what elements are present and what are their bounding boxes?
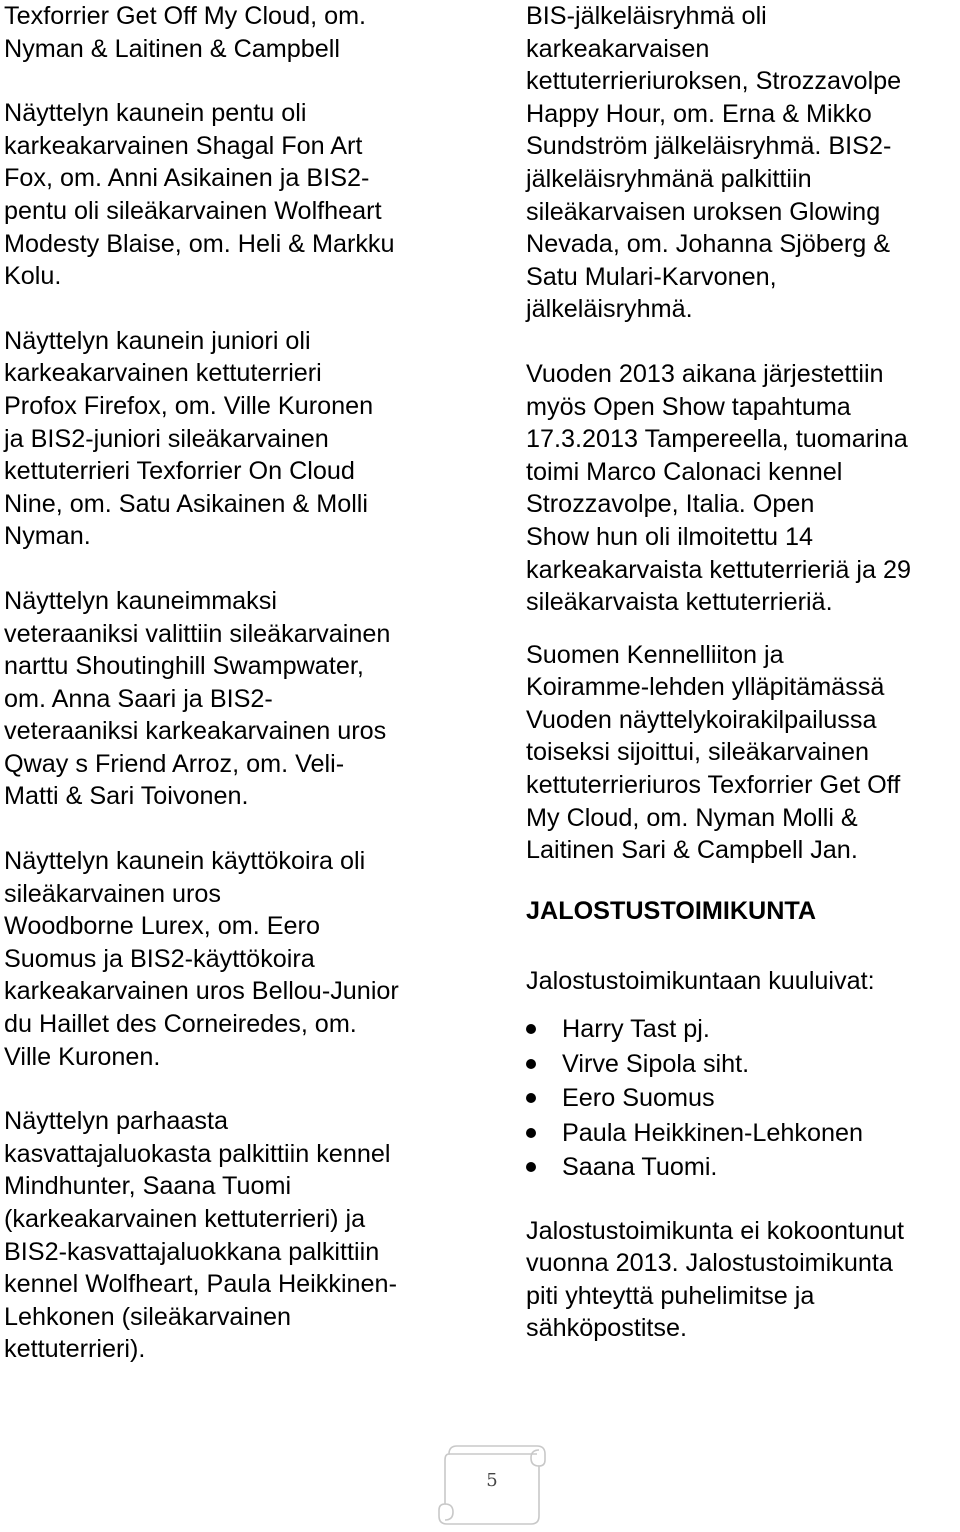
- member-list: [526, 1012, 960, 1185]
- text-line: Happy Hour, om. Erna & Mikko: [526, 99, 872, 128]
- left-column: [4, 0, 474, 1366]
- text-line: Satu Mulari-Karvonen,: [526, 262, 777, 291]
- text-line: veteraaniksi karkeakarvainen uros: [4, 717, 387, 746]
- paragraph-show-dog-competition: [526, 639, 960, 867]
- text-line: toimi Marco Calonaci kennel: [526, 457, 843, 486]
- text-line: ja BIS2-juniori sileäkarvainen: [4, 424, 329, 453]
- text-line: karkeakarvaisen: [526, 34, 710, 63]
- text-line: Nine, om. Satu Asikainen & Molli: [4, 489, 368, 518]
- text-line: kettuterrieriuros Texforrier Get Off: [526, 771, 901, 800]
- text-line: veteraaniksi valittiin sileäkarvainen: [4, 619, 391, 648]
- text-line: toiseksi sijoittui, sileäkarvainen: [526, 738, 869, 767]
- paragraph-best-puppy: [4, 97, 474, 293]
- text-line: Texforrier Get Off My Cloud, om.: [4, 2, 367, 30]
- text-line: Näyttelyn kaunein juniori oli: [4, 326, 311, 355]
- text-line: sähköpostitse.: [526, 1314, 688, 1343]
- bullet-icon: [526, 1093, 536, 1103]
- text-line: Sundström jälkeläisryhmä. BIS2-: [526, 132, 892, 161]
- text-line: Ville Kuronen.: [4, 1042, 161, 1071]
- text-line: kennel Wolfheart, Paula Heikkinen-: [4, 1270, 397, 1299]
- text-line: Modesty Blaise, om. Heli & Markku: [4, 229, 395, 258]
- text-line: Lehkonen (sileäkarvainen: [4, 1302, 292, 1331]
- text-line: karkeakarvainen uros Bellou-Junior: [4, 977, 399, 1006]
- text-line: Näyttelyn kaunein pentu oli: [4, 99, 307, 128]
- bullet-icon: [526, 1024, 536, 1034]
- member-name: Virve Sipola siht.: [562, 1049, 750, 1078]
- members-intro: Jalostustoimikuntaan kuuluivat:: [526, 967, 875, 996]
- page-number: 5: [486, 1470, 498, 1491]
- text-line: Koiramme-lehden ylläpitämässä: [526, 673, 885, 702]
- paragraph-best-veteran: [4, 585, 474, 813]
- text-line: Vuoden 2013 aikana järjestettiin: [526, 359, 884, 388]
- bullet-icon: [526, 1162, 536, 1172]
- text-line: vuonna 2013. Jalostustoimikunta: [526, 1249, 893, 1278]
- text-line: Show hun oli ilmoitettu 14: [526, 522, 814, 551]
- member-name: Harry Tast pj.: [562, 1015, 710, 1044]
- paragraph-best-working-dog: [4, 845, 474, 1073]
- member-name: Paula Heikkinen-Lehkonen: [562, 1118, 864, 1147]
- paragraph-best-junior: [4, 325, 474, 553]
- text-line: Strozzavolpe, Italia. Open: [526, 490, 815, 519]
- text-line: pentu oli sileäkarvainen Wolfheart: [4, 196, 382, 225]
- text-line: Nyman.: [4, 522, 91, 551]
- text-line: sileäkarvaista kettuterrieriä.: [526, 588, 833, 617]
- text-line: myös Open Show tapahtuma: [526, 392, 851, 421]
- paragraph-best-breeder-group: [4, 1105, 474, 1366]
- text-line: Nyman & Laitinen & Campbell: [4, 34, 340, 63]
- text-line: kettuterrieriuroksen, Strozzavolpe: [526, 67, 902, 96]
- bullet-icon: [526, 1059, 536, 1069]
- text-line: Jalostustoimikunta ei kokoontunut: [526, 1216, 905, 1245]
- text-line: BIS2-kasvattajaluokkana palkittiin: [4, 1237, 380, 1266]
- page-number-badge: [427, 1440, 557, 1527]
- section-heading: JALOSTUSTOIMIKUNTA: [526, 896, 817, 925]
- text-line: BIS-jälkeläisryhmä oli: [526, 2, 767, 30]
- text-line: piti yhteyttä puhelimitse ja: [526, 1281, 815, 1310]
- member-name: Eero Suomus: [562, 1084, 715, 1113]
- text-line: kettuterrieri).: [4, 1335, 146, 1364]
- text-line: Woodborne Lurex, om. Eero: [4, 912, 320, 941]
- text-line: Kolu.: [4, 262, 62, 291]
- text-line: kasvattajaluokasta palkittiin kennel: [4, 1139, 391, 1168]
- paragraph-open-show: [526, 358, 960, 619]
- paragraph-cup-result: [4, 0, 474, 65]
- text-line: du Haillet des Corneiredes, om.: [4, 1010, 357, 1039]
- list-item: [526, 1047, 960, 1082]
- text-line: Qway s Friend Arroz, om. Veli-: [4, 749, 345, 778]
- text-line: karkeakarvaista kettuterrieriä ja 29: [526, 555, 911, 584]
- text-line: Laitinen Sari & Campbell Jan.: [526, 836, 858, 865]
- text-line: karkeakarvainen kettuterrieri: [4, 359, 322, 388]
- right-column: [526, 0, 960, 1345]
- text-line: Suomen Kennelliiton ja: [526, 640, 784, 669]
- bullet-icon: [526, 1128, 536, 1138]
- text-line: narttu Shoutinghill Swampwater,: [4, 652, 364, 681]
- text-line: 17.3.2013 Tampereella, tuomarina: [526, 425, 908, 454]
- text-line: sileäkarvainen uros: [4, 879, 222, 908]
- text-line: om. Anna Saari ja BIS2-: [4, 684, 273, 713]
- text-line: Näyttelyn kauneimmaksi: [4, 586, 277, 615]
- text-line: Suomus ja BIS2-käyttökoira: [4, 944, 315, 973]
- text-line: Profox Firefox, om. Ville Kuronen: [4, 391, 374, 420]
- paragraph-committee-note: [526, 1215, 960, 1345]
- text-line: Näyttelyn kaunein käyttökoira oli: [4, 847, 366, 876]
- text-line: jälkeläisryhmänä palkittiin: [526, 164, 812, 193]
- text-line: Mindhunter, Saana Tuomi: [4, 1172, 292, 1201]
- list-item: [526, 1081, 960, 1116]
- text-line: Vuoden näyttelykoirakilpailussa: [526, 705, 877, 734]
- text-line: Nevada, om. Johanna Sjöberg &: [526, 230, 891, 259]
- list-item: [526, 1150, 960, 1185]
- text-line: (karkeakarvainen kettuterrieri) ja: [4, 1205, 366, 1233]
- text-line: kettuterrieri Texforrier On Cloud: [4, 457, 355, 486]
- list-item: [526, 1116, 960, 1151]
- member-name: Saana Tuomi.: [562, 1153, 718, 1182]
- text-line: karkeakarvainen Shagal Fon Art: [4, 131, 363, 160]
- text-line: sileäkarvaisen uroksen Glowing: [526, 197, 881, 226]
- text-line: jälkeläisryhmä.: [526, 295, 693, 324]
- text-line: Fox, om. Anni Asikainen ja BIS2-: [4, 164, 370, 193]
- list-item: [526, 1012, 960, 1047]
- paragraph-progeny-group: [526, 0, 960, 326]
- text-line: Näyttelyn parhaasta: [4, 1107, 229, 1136]
- text-line: My Cloud, om. Nyman Molli &: [526, 803, 858, 832]
- text-line: Matti & Sari Toivonen.: [4, 782, 249, 811]
